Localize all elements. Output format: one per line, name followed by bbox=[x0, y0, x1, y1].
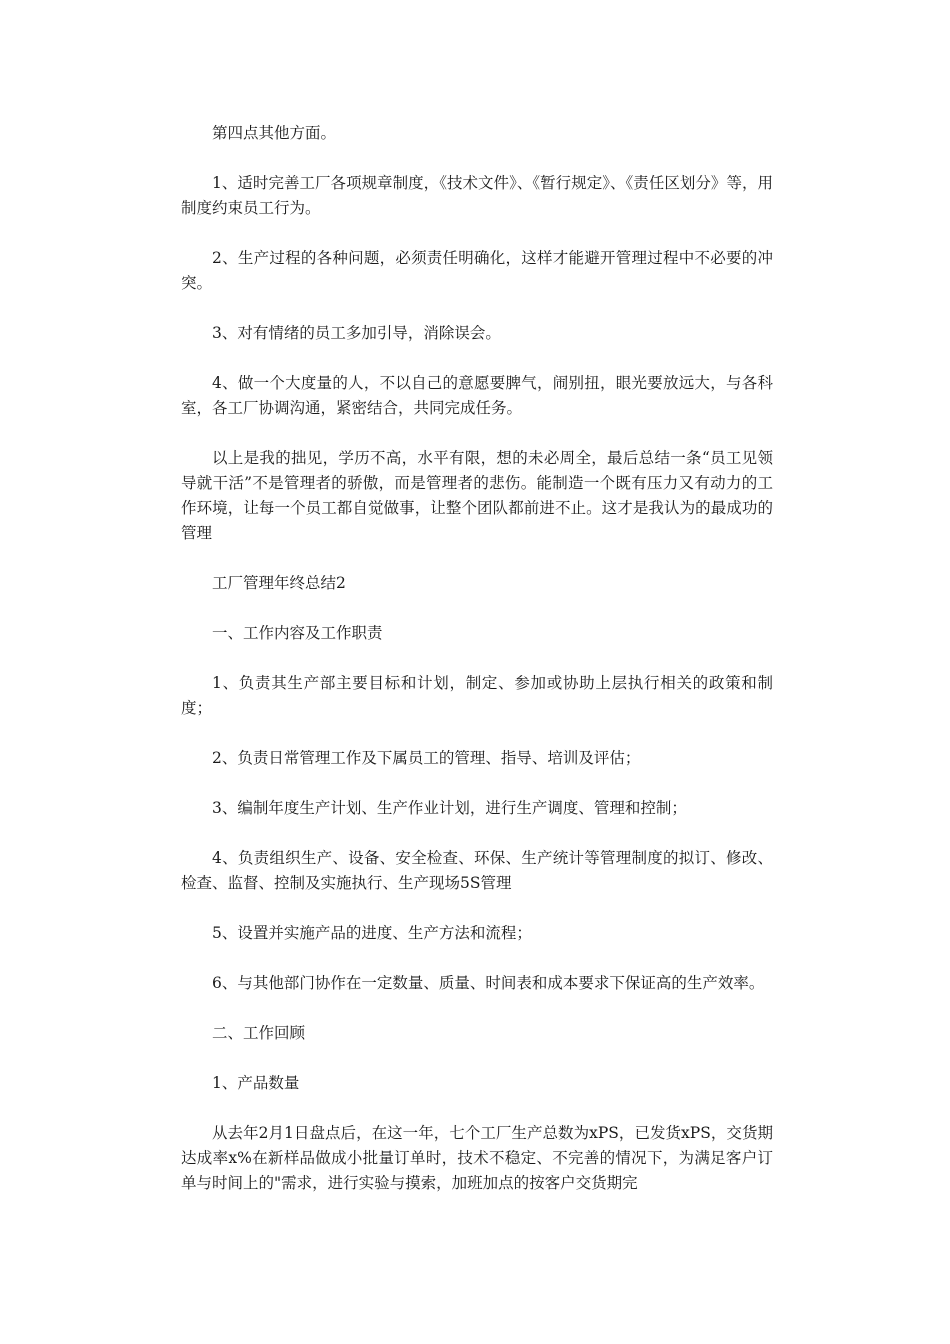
duty-item-6: 6、与其他部门协作在一定数量、质量、时间表和成本要求下保证高的生产效率。 bbox=[212, 974, 765, 992]
paragraph-conclusion: 以上是我的拙见，学历不高，水平有限，想的未必周全，最后总结一条“员工见领导就干活”不是管理者的骄傲，而是管理者的悲伤。能制造一个既有压力又有动力的工作环境，让每一个员工都自觉做事，让整个团队都前进不止。这才是我认为的最成功的管理 bbox=[181, 449, 773, 542]
duty-item-3: 3、编制年度生产计划、生产作业计划，进行生产调度、管理和控制； bbox=[212, 799, 687, 817]
duty-item-2: 2、负责日常管理工作及下属员工的管理、指导、培训及评估； bbox=[212, 749, 641, 767]
section-heading-duties: 一、工作内容及工作职责 bbox=[212, 624, 383, 642]
document-body bbox=[181, 121, 773, 1221]
paragraph-section-four-heading: 第四点其他方面。 bbox=[212, 124, 337, 142]
paragraph-item-3-guidance: 3、对有情绪的员工多加引导，消除误会。 bbox=[212, 324, 501, 342]
review-paragraph-quantity: 从去年2月1日盘点后，在这一年，七个工厂生产总数为xPS，已发货xPS，交货期达成率x%在新样品做成小批量订单时，技术不稳定、不完善的情况下，为满足客户订单与时间上的"需求，进行实验与摸索，加班加点的按客户交货期完 bbox=[181, 1124, 773, 1192]
section-heading-review: 二、工作回顾 bbox=[212, 1024, 306, 1042]
paragraph-item-2-responsibility: 2、生产过程的各种问题，必须责任明确化，这样才能避开管理过程中不必要的冲突。 bbox=[181, 249, 773, 292]
section-title-summary-2: 工厂管理年终总结2 bbox=[212, 574, 346, 592]
duty-item-5: 5、设置并实施产品的进度、生产方法和流程； bbox=[212, 924, 532, 942]
duty-item-4: 4、负责组织生产、设备、安全检查、环保、生产统计等管理制度的拟订、修改、检查、监督、控制及实施执行、生产现场5S管理 bbox=[181, 849, 773, 892]
duty-item-1: 1、负责其生产部主要目标和计划，制定、参加或协助上层执行相关的政策和制度； bbox=[181, 674, 773, 717]
paragraph-item-1-rules: 1、适时完善工厂各项规章制度，《技术文件》、《暂行规定》、《责任区划分》等，用制度约束员工行为。 bbox=[181, 174, 773, 217]
paragraph-item-4-tolerance: 4、做一个大度量的人，不以自己的意愿要脾气，闹别扭，眼光要放远大，与各科室，各工厂协调沟通，紧密结合，共同完成任务。 bbox=[181, 374, 773, 417]
review-subheading-quantity: 1、产品数量 bbox=[212, 1074, 300, 1092]
